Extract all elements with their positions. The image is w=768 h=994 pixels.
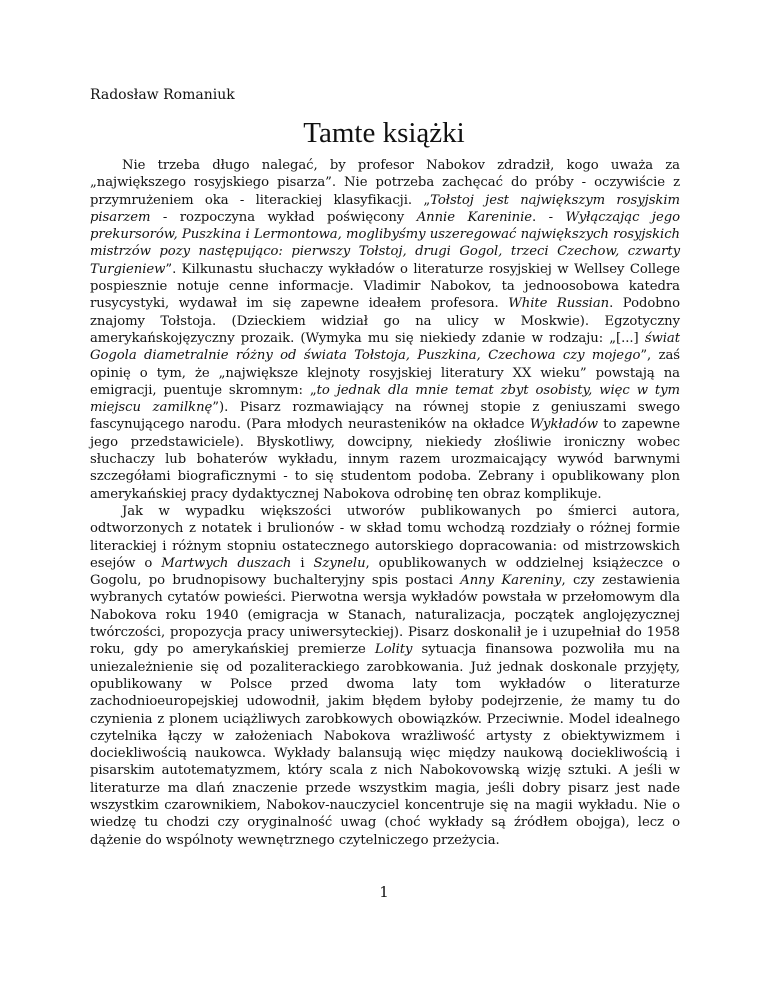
italic-text: to jednak dla mnie temat zbyt osobisty, więc w tym miejscu zamilknę (90, 382, 680, 416)
text-run: ”). Pisarz rozmawiający na równej stopie z geniuszami swego fascynującego narodu. (Para młodych neurasteników na okładce (90, 400, 680, 433)
text-run: Jak w wypadku większości utworów publikowanych po śmierci autora, odtworzonych z notatek i brulionów - w skład tomu wchodzą rozdziały o różnej formie literackiej i różnym stopniu ostatecznego autorskiego dopracowania: od mistrzowskich esejów o (90, 503, 680, 571)
italic-text: Annie Kareninie (416, 209, 533, 225)
text-run: i (291, 555, 314, 571)
document-title: Tamte książki (303, 117, 465, 149)
italic-text: Martwych duszach (161, 555, 292, 571)
italic-text: Wykładów (529, 417, 598, 433)
body-paragraph (90, 503, 680, 849)
text-run: sytuacja finansowa pozwoliła mu na uniezależnienie się od pozaliterackiego zarobkowania. Już jednak doskonale przyjęty, opublikowany w Polsce przed dwoma laty tom wykładów o literaturze zachodnioeuropejskiej udowodnił, jakim błędem byłoby podejrzenie, że mamy tu do czynienia z plonem uciążliwych zarobkowych obowiązków. Przeciwnie. Model idealnego czytelnika łączy w założeniach Nabokova wrażliwość artysty z obiektywizmem i dociekliwością naukowca. Wykłady balansują więc między naukową dociekliwością i pisarskim autotematyzmem, który scala z nich Nabokovowską wizję sztuki. A jeśli w literaturze ma dlań znaczenie przede wszystkim magia, jeśli dobry pisarz jest nade wszystkim czarownikiem, Nabokov-nauczyciel koncentruje się na magii wykładu. Nie o wiedzę tu chodzi czy oryginalność uwag (choć wykłady są źródłem obojga), lecz o dążenie do wspólnoty wewnętrznego czytelniczego przeżycia. (90, 642, 680, 848)
text-run: , opublikowanych w oddzielnej książeczce o Gogolu, po brudnopisowy buchalteryjny spis postaci (90, 555, 681, 589)
page-number: 1 (379, 883, 389, 901)
text-run: , czy zestawienia wybranych cytatów powieści. Pierwotna wersja wykładów powstała w przełomowym dla Nabokova roku 1940 (emigracja w Stanach, naturalizacja, początek anglojęzycznej twórczości, propozycja pracy uniwersyteckiej). Pisarz doskonalił je i uzupełniał do 1958 roku, gdy po amerykańskiej premierze (90, 573, 681, 658)
italic-text: Szynelu (313, 555, 366, 571)
text-run: - rozpoczyna wykład poświęcony (150, 209, 417, 225)
author-name: Radosław Romaniuk (90, 87, 235, 103)
text-run: . - (532, 209, 566, 225)
italic-text: Wyłączając jego prekursorów, Puszkina i Lermontowa, moglibyśmy uszeregować największych rosyjskich mistrzów pozy następująco: pierwszy Tołstoj, drugi Gogol, trzeci Czechow, czwarty Turgieniew (90, 209, 680, 277)
article-body (90, 157, 680, 849)
text-run: to zapewne jego przedstawiciele). Błyskotliwy, dowcipny, niekiedy złośliwie ironiczny wobec słuchaczy lub bohaterów wykładu, innym razem urozmaicający wywód barwnymi szczegółami biograficznymi - to się studentom podoba. Zebrany i opublikowany plon amerykańskiej pracy dydaktycznej Nabokova odrobinę ten obraz komplikuje. (90, 417, 681, 502)
text-run: ”. Kilkunastu słuchaczy wykładów o literaturze rosyjskiej w Wellsey College pospiesznie notuje cenne informacje. Vladimir Nabokov, ta jednoosobowa katedra rusycystyki, wydawał im się zapewne ideałem profesora. (90, 261, 680, 312)
italic-text: Anny Kareniny (460, 573, 562, 589)
italic-text: świat Gogola diametralnie różny od świata Tołstoja, Puszkina, Czechowa czy mojego (90, 330, 680, 364)
italic-text: Lolity (374, 642, 413, 658)
italic-text: White Russian (508, 296, 610, 312)
text-run: . Podobno znajomy Tołstoja. (Dzieckiem widział go na ulicy w Moskwie). Egzotyczny amerykańskojęzyczny prozaik. (Wymyka mu się niekiedy zdanie w rodzaju: „[...] (90, 296, 680, 346)
body-paragraph (90, 157, 680, 503)
italic-text: Tołstoj jest największym rosyjskim pisarzem (90, 192, 680, 225)
text-run: ”, zaś opinię o tym, że „największe klejnoty rosyjskiej literatury XX wieku” powstają na emigracji, puentuje skromnym: „ (90, 348, 681, 398)
text-run: Nie trzeba długo nalegać, by profesor Nabokov zdradził, kogo uważa za „największego rosyjskiego pisarza”. Nie potrzeba zachęcać do próby - oczywiście z przymrużeniem oka - literackiej klasyfikacji. „ (90, 158, 680, 208)
